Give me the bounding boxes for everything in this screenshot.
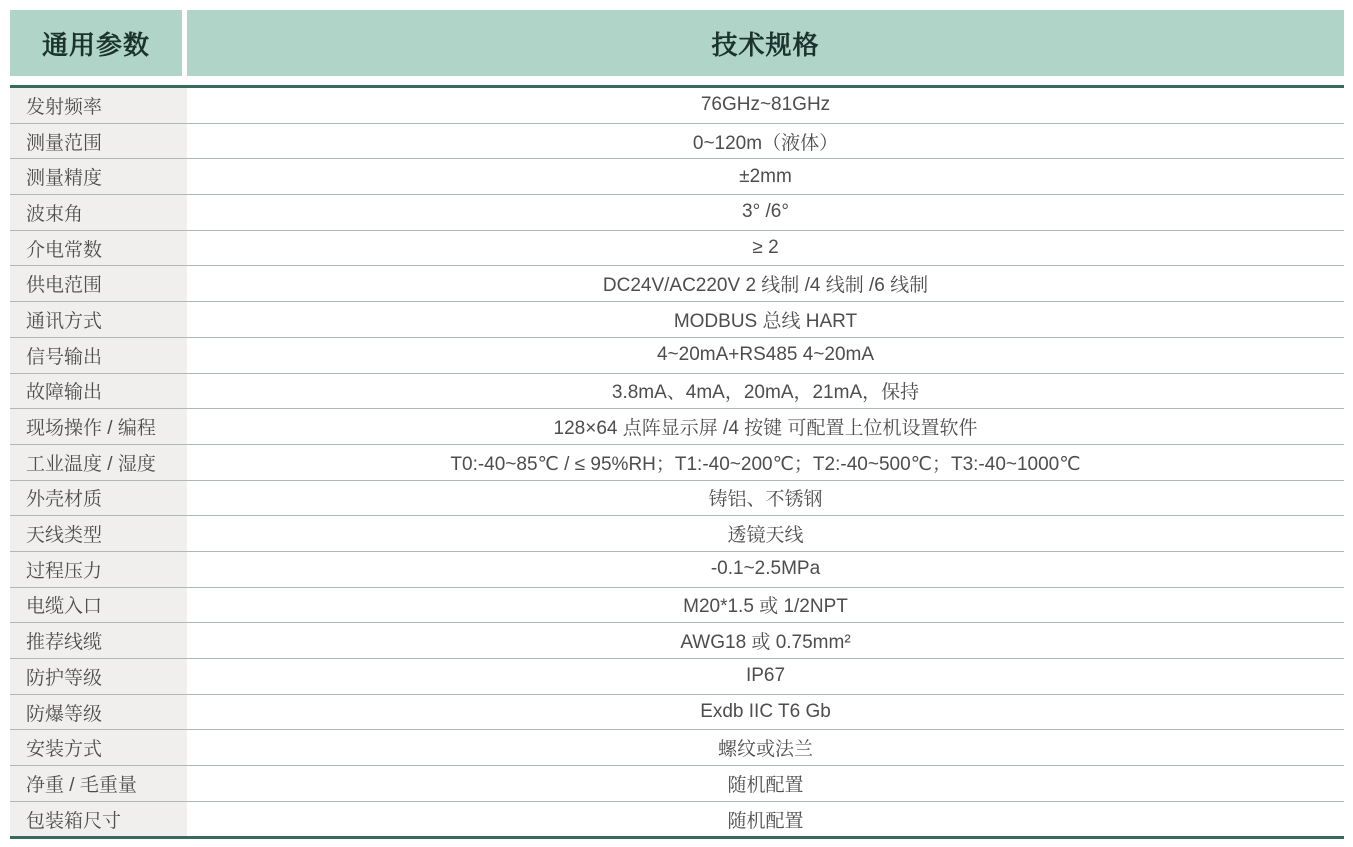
table-row [10, 195, 1344, 231]
table-row [10, 302, 1344, 338]
row-value: 螺纹或法兰 [717, 739, 813, 761]
row-value: AWG18 或 0.75mm² [680, 632, 851, 654]
row-label: 净重 / 毛重量 [10, 766, 187, 801]
row-label: 供电范围 [10, 266, 187, 301]
row-value: T0:-40~85℃ / ≤ 95%RH；T1:-40~200℃；T2:-40~500℃；T3:-40~1000℃ [450, 453, 1081, 475]
row-label: 信号输出 [10, 338, 187, 373]
row-label: 测量范围 [10, 124, 187, 159]
table-row [10, 88, 1344, 124]
row-label: 防护等级 [10, 659, 187, 694]
table-row [10, 802, 1344, 837]
row-label: 电缆入口 [10, 588, 187, 623]
row-value: 3° /6° [742, 201, 789, 223]
row-value: 0~120m（液体） [692, 132, 839, 154]
row-label: 测量精度 [10, 159, 187, 194]
row-value: MODBUS 总线 HART [673, 310, 858, 332]
table-row [10, 695, 1344, 731]
row-label: 包装箱尺寸 [10, 802, 187, 837]
row-label: 防爆等级 [10, 695, 187, 730]
header-gap [10, 76, 1344, 85]
table-row [10, 338, 1344, 374]
table-body [10, 85, 1344, 839]
row-value: 3.8mA、4mA，20mA，21mA，保持 [611, 382, 920, 404]
table-row [10, 766, 1344, 802]
table-row [10, 409, 1344, 445]
row-value: 128×64 点阵显示屏 /4 按键 可配置上位机设置软件 [553, 418, 978, 440]
row-value: DC24V/AC220V 2 线制 /4 线制 /6 线制 [602, 275, 929, 297]
table-row [10, 159, 1344, 195]
header-general-parameters: 通用参数 [10, 10, 182, 76]
row-value: 4~20mA+RS485 4~20mA [656, 344, 875, 366]
table-header-row [10, 10, 1344, 76]
table-row [10, 481, 1344, 517]
row-label: 推荐线缆 [10, 623, 187, 658]
row-value: -0.1~2.5MPa [710, 558, 821, 580]
row-label: 工业温度 / 湿度 [10, 445, 187, 480]
table-row [10, 374, 1344, 410]
row-label: 故障输出 [10, 374, 187, 409]
row-label: 现场操作 / 编程 [10, 409, 187, 444]
row-label: 外壳材质 [10, 481, 187, 516]
row-value: M20*1.5 或 1/2NPT [683, 596, 848, 618]
row-value: IP67 [745, 665, 786, 687]
row-value: 随机配置 [727, 774, 804, 796]
row-label: 天线类型 [10, 516, 187, 551]
table-row [10, 730, 1344, 766]
table-row [10, 266, 1344, 302]
table-row [10, 623, 1344, 659]
spec-table [10, 10, 1344, 839]
table-row [10, 516, 1344, 552]
row-value: ≥ 2 [752, 237, 779, 259]
table-row [10, 659, 1344, 695]
row-value: 随机配置 [727, 810, 804, 832]
row-value: 76GHz~81GHz [700, 94, 831, 116]
table-row [10, 552, 1344, 588]
table-row [10, 445, 1344, 481]
row-value: 铸铝、不锈钢 [708, 489, 823, 511]
row-label: 介电常数 [10, 231, 187, 266]
row-value: Exdb IIC T6 Gb [700, 701, 831, 723]
row-label: 发射频率 [10, 88, 187, 123]
row-value: 透镜天线 [727, 525, 804, 547]
row-label: 安装方式 [10, 730, 187, 765]
table-row [10, 124, 1344, 160]
header-technical-specs: 技术规格 [187, 10, 1344, 76]
row-value: ±2mm [739, 165, 792, 187]
table-row [10, 231, 1344, 267]
table-row [10, 588, 1344, 624]
row-label: 波束角 [10, 195, 187, 230]
row-label: 过程压力 [10, 552, 187, 587]
row-label: 通讯方式 [10, 302, 187, 337]
